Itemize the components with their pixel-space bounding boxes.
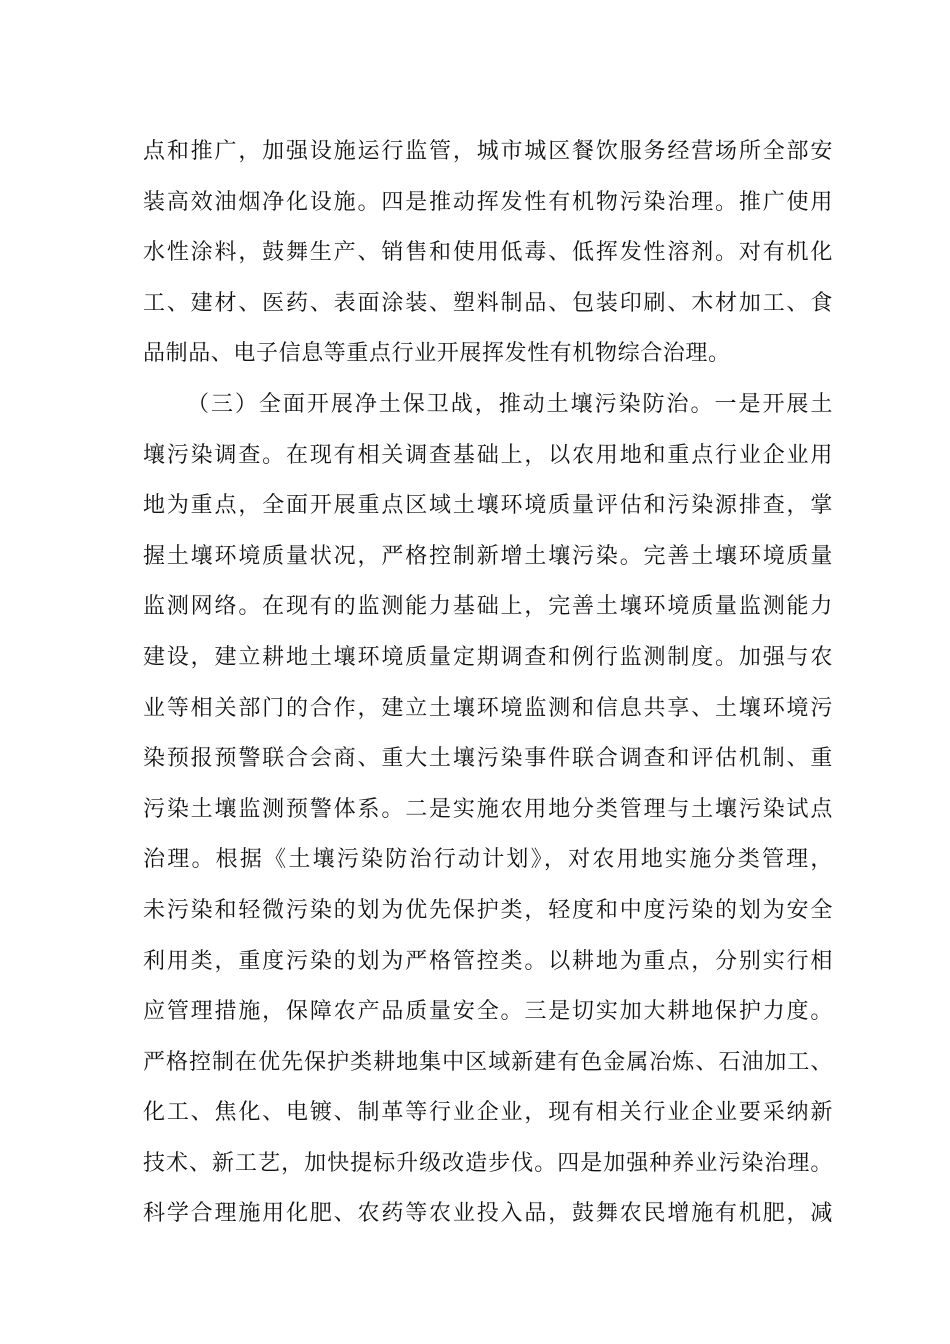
text-line: 未污染和轻微污染的划为优先保护类，轻度和中度污染的划为安全 [143,897,833,923]
text-line: 握土壤环境质量状况，严格控制新增土壤污染。完善土壤环境质量 [143,543,833,569]
text-line: 染预报预警联合会商、重大土壤污染事件联合调查和评估机制、重 [143,746,833,772]
text-line: 应管理措施，保障农产品质量安全。三是切实加大耕地保护力度。 [143,999,833,1025]
text-line: 利用类，重度污染的划为严格管控类。以耕地为重点，分别实行相 [143,948,833,974]
text-line: 业等相关部门的合作，建立土壤环境监测和信息共享、土壤环境污 [143,695,833,721]
text-line: 装高效油烟净化设施。四是推动挥发性有机物污染治理。推广使用 [143,189,833,215]
text-line: 监测网络。在现有的监测能力基础上，完善土壤环境质量监测能力 [143,594,833,620]
text-line: 治理。根据《土壤污染防治行动计划》，对农用地实施分类管理， [143,847,833,873]
text-line: 污染土壤监测预警体系。二是实施农用地分类管理与土壤污染试点 [143,796,833,822]
text-line: 科学合理施用化肥、农药等农业投入品，鼓舞农民增施有机肥，减 [143,1201,833,1227]
text-line: 技术、新工艺，加快提标升级改造步伐。四是加强种养业污染治理。 [143,1150,833,1176]
text-line: 建设，建立耕地土壤环境质量定期调查和例行监测制度。加强与农 [143,644,833,670]
text-line: 工、建材、医药、表面涂装、塑料制品、包装印刷、木材加工、食 [143,290,833,316]
text-line: 壤污染调查。在现有相关调查基础上，以农用地和重点行业企业用 [143,442,833,468]
text-line: 化工、焦化、电镀、制革等行业企业，现有相关行业企业要采纳新 [143,1100,833,1126]
text-line: 地为重点，全面开展重点区域土壤环境质量评估和污染源排查，掌 [143,493,833,519]
text-line: 水性涂料，鼓舞生产、销售和使用低毒、低挥发性溶剂。对有机化 [143,240,833,266]
text-line: 严格控制在优先保护类耕地集中区域新建有色金属冶炼、石油加工、 [143,1049,833,1075]
section-heading-line: （三）全面开展净土保卫战，推动土壤污染防治。一是开展土 [187,391,833,417]
text-line: 品制品、电子信息等重点行业开展挥发性有机物综合治理。 [143,341,731,367]
text-line: 点和推广，加强设施运行监管，城市城区餐饮服务经营场所全部安 [143,139,833,164]
body-text [143,127,833,1240]
